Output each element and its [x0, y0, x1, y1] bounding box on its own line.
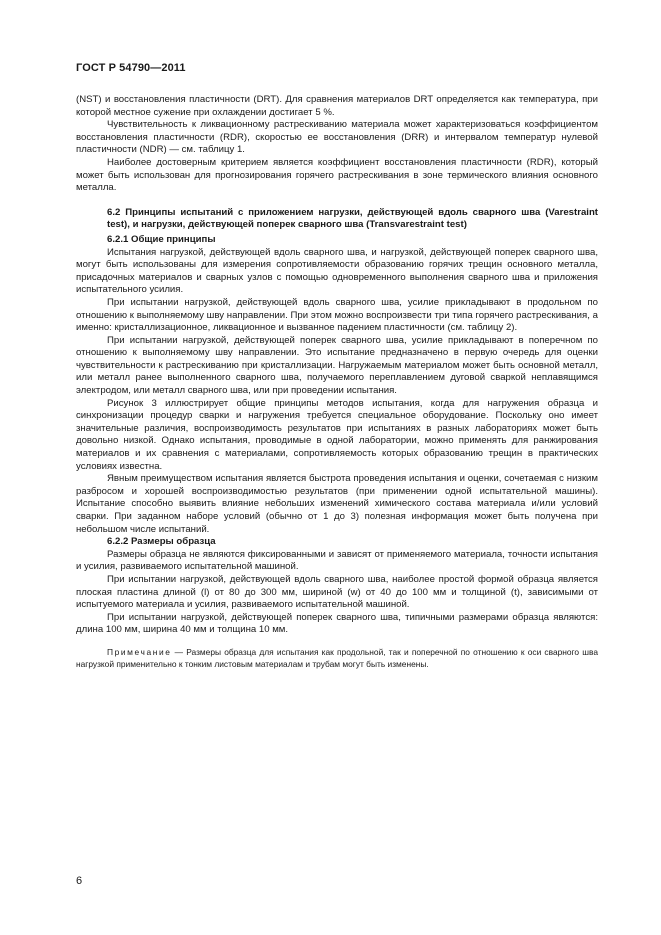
paragraph: При испытании нагрузкой, действующей вдоль сварного шва, наиболее простой формой образца является плоская пластина длиной (l) от 80 до 300 мм, шириной (w) от 40 до 100 мм и толщиной (t), зависимыми от испытуемого материала и усилия, развиваемого испытательной машиной. — [76, 573, 598, 611]
subsection-heading-6-2-2: 6.2.2 Размеры образца — [107, 536, 216, 548]
document-header: ГОСТ Р 54790—2011 — [76, 62, 186, 74]
subsection-heading-6-2-1: 6.2.1 Общие принципы — [107, 233, 216, 245]
document-body — [76, 94, 598, 670]
note-label: Примечание — [107, 646, 172, 657]
paragraph: Чувствительность к ликвационному растрескиванию материала может характеризоваться коэффициентом восстановления пластичности (RDR), скоростью ее восстановления (DRR) и интервалом температур нулевой пластичности (NDR) — см. таблицу 1. — [76, 119, 598, 156]
paragraph: Явным преимуществом испытания является быстрота проведения испытания и оценки, сочетаемая с низким разбросом и хорошей воспроизводимостью результатов (при применении одной испытательной машины). Испытание способно выявить влияние небольших изменений химического состава материала и/или условий сварки. При заданном наборе условий (обычно от 1 до 3) полезная информация может быть получена при небольшом числе испытаний. — [76, 473, 598, 535]
paragraph: Наиболее достоверным критерием является коэффициент восстановления пластичности (RDR), который может быть использован для прогнозирования горячего растрескивания в зоне термического влияния основного металла. — [76, 156, 598, 194]
paragraph: При испытании нагрузкой, действующей вдоль сварного шва, усилие прикладывают в продольном по отношению к выполняемому шву направлении. При этом можно воспроизвести три типа горячего растрескивания, а именно: кристаллизационное, ликвационное и вызванное падением пластичности (см. таблицу 2). — [76, 296, 598, 334]
paragraph: (NST) и восстановления пластичности (DRT). Для сравнения материалов DRT определяется как температура, при которой местное сужение при охлаждении достигает 5 %. — [76, 94, 598, 118]
paragraph: Испытания нагрузкой, действующей вдоль сварного шва, и нагрузкой, действующей поперек сварного шва, могут быть использованы для измерения сопротивляемости образованию горячих трещин основного металла, присадочных материалов и сварных узлов с помощью одновременного выполнения сварного шва и приложения испытательного усилия. — [76, 246, 598, 296]
paragraph: При испытании нагрузкой, действующей поперек сварного шва, усилие прикладывают в поперечном по отношению к выполняемому шву направлении. Это испытание предназначено в первую очередь для оценки чувствительности к растрескиванию при кристаллизации. Нагружаемым материалом может быть основной металл, или металл ранее выполненного сварного шва, получаемого переплавлением дуговой сваркой неплавящимся электродом, или металл сварного шва, или при проведении испытания. — [76, 334, 598, 397]
section-heading-6-2: 6.2 Принципы испытаний с приложением нагрузки, действующей вдоль сварного шва (Varestraint test), и нагрузки, действующей поперек сварного шва (Transvarestraint test) — [107, 206, 598, 231]
paragraph: Рисунок 3 иллюстрирует общие принципы методов испытания, когда для нагружения образца и синхронизации процедур сварки и нагружения требуется специальное оборудование. Поскольку оно имеет значительные различия, воспроизводимость результатов при испытаниях в разных лабораториях может быть довольно низкой. Однако испытания, проводимые в одной лаборатории, можно применять для ранжирования материалов и их сравнения с материалами, сопротивляемость которых образованию трещин в практических условиях известна. — [76, 397, 598, 472]
paragraph: Размеры образца не являются фиксированными и зависят от применяемого материала, точности испытания и усилия, развиваемого испытательной машиной. — [76, 548, 598, 573]
note-text: — Размеры образца для испытания как продольной, так и поперечной по отношению к оси сварного шва нагрузкой применительно к тонким листовым материалам и трубам могут быть изменены. — [76, 646, 598, 669]
paragraph: При испытании нагрузкой, действующей поперек сварного шва, типичными размерами образца являются: длина 100 мм, ширина 40 мм и толщина 10 мм. — [76, 611, 598, 636]
page-number: 6 — [76, 875, 83, 887]
note — [76, 647, 598, 670]
